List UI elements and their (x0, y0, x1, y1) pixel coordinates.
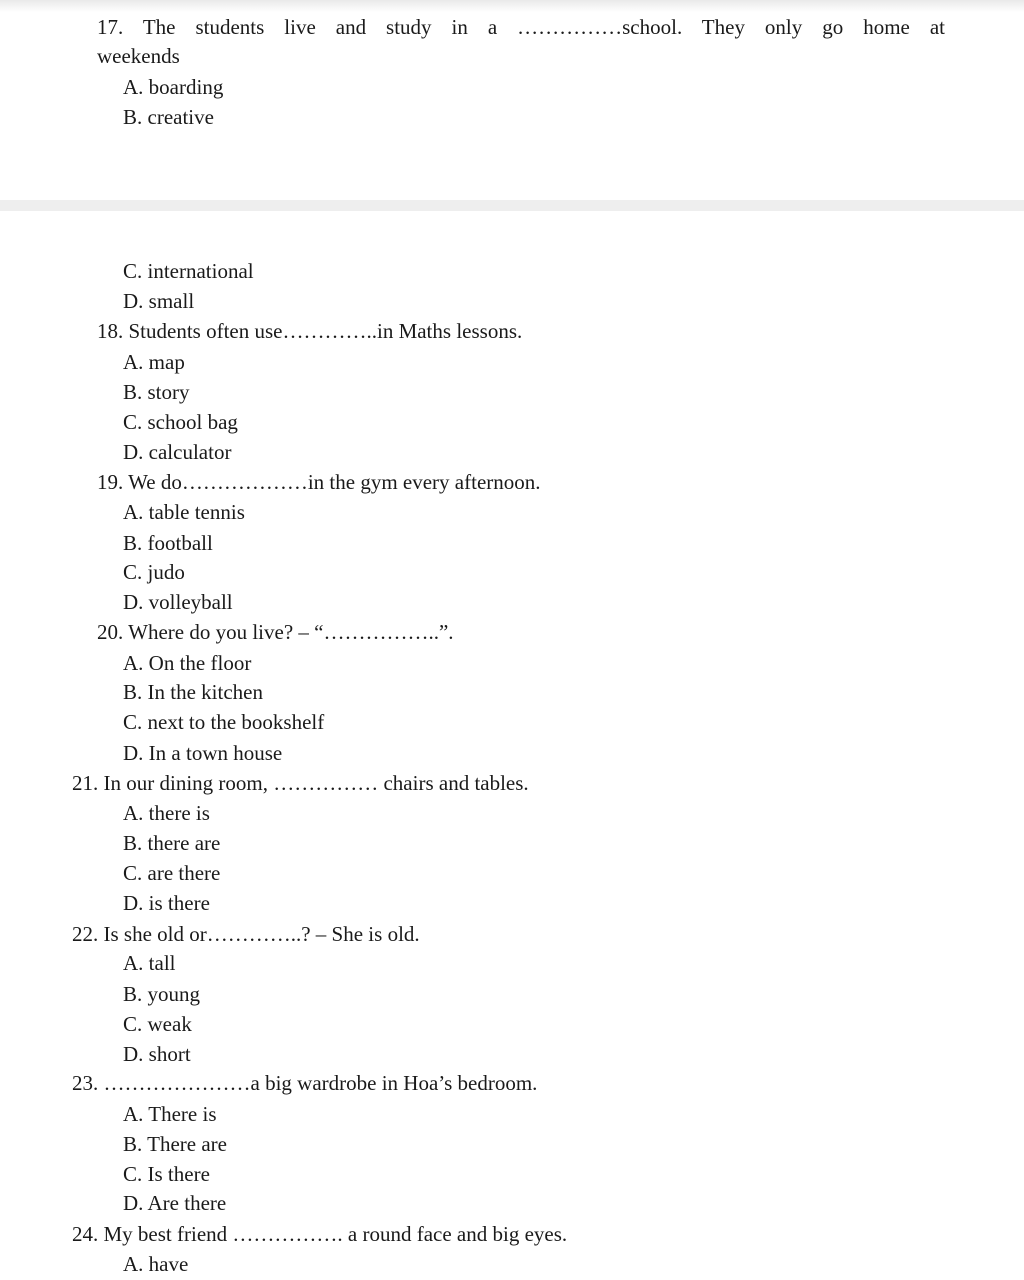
question-20-option-d: D. In a town house (123, 741, 283, 765)
page-break (0, 200, 1024, 211)
question-17-option-a: A. boarding (123, 75, 224, 99)
question-20-option-c: C. next to the bookshelf (123, 710, 325, 734)
question-24-option-a: A. have (123, 1252, 189, 1276)
question-18-prompt: 18. Students often use…………..in Maths lessons. (97, 319, 523, 343)
question-22-option-a: A. tall (123, 951, 176, 975)
question-19-option-c: C. judo (123, 560, 185, 584)
question-23-option-b: B. There are (123, 1132, 227, 1156)
question-19-option-b: B. football (123, 531, 213, 555)
question-23-option-a: A. There is (123, 1102, 217, 1126)
question-21-option-d: D. is there (123, 891, 210, 915)
question-18-option-a: A. map (123, 350, 185, 374)
question-23-option-c: C. Is there (123, 1162, 210, 1186)
question-17-option-d: D. small (123, 289, 195, 313)
question-18-option-d: D. calculator (123, 440, 232, 464)
question-21-option-c: C. are there (123, 861, 221, 885)
question-23-option-d: D. Are there (123, 1191, 227, 1215)
question-19-option-a: A. table tennis (123, 500, 245, 524)
question-17-option-b: B. creative (123, 105, 214, 129)
question-17-prompt-continued: weekends (97, 44, 180, 68)
question-19-prompt: 19. We do………………in the gym every afternoon. (97, 470, 541, 494)
question-22-option-d: D. short (123, 1042, 191, 1066)
question-19-option-d: D. volleyball (123, 590, 233, 614)
question-20-option-a: A. On the floor (123, 651, 252, 675)
page-top-edge (0, 0, 1024, 12)
question-24-prompt: 24. My best friend ……………. a round face and big eyes. (72, 1222, 568, 1246)
question-17-prompt: 17. The students live and study in a ……………school. They only go home at (97, 15, 945, 39)
question-20-option-b: B. In the kitchen (123, 680, 263, 704)
question-21-option-b: B. there are (123, 831, 221, 855)
question-18-option-c: C. school bag (123, 410, 238, 434)
question-20-prompt: 20. Where do you live? – “……………..”. (97, 620, 454, 644)
question-21-prompt: 21. In our dining room, …………… chairs and tables. (72, 771, 529, 795)
question-18-option-b: B. story (123, 380, 190, 404)
question-22-option-b: B. young (123, 982, 201, 1006)
question-23-prompt: 23. …………………a big wardrobe in Hoa’s bedroom. (72, 1071, 538, 1095)
question-17-option-c: C. international (123, 259, 254, 283)
question-21-option-a: A. there is (123, 801, 210, 825)
question-22-option-c: C. weak (123, 1012, 192, 1036)
question-22-prompt: 22. Is she old or…………..? – She is old. (72, 922, 420, 946)
